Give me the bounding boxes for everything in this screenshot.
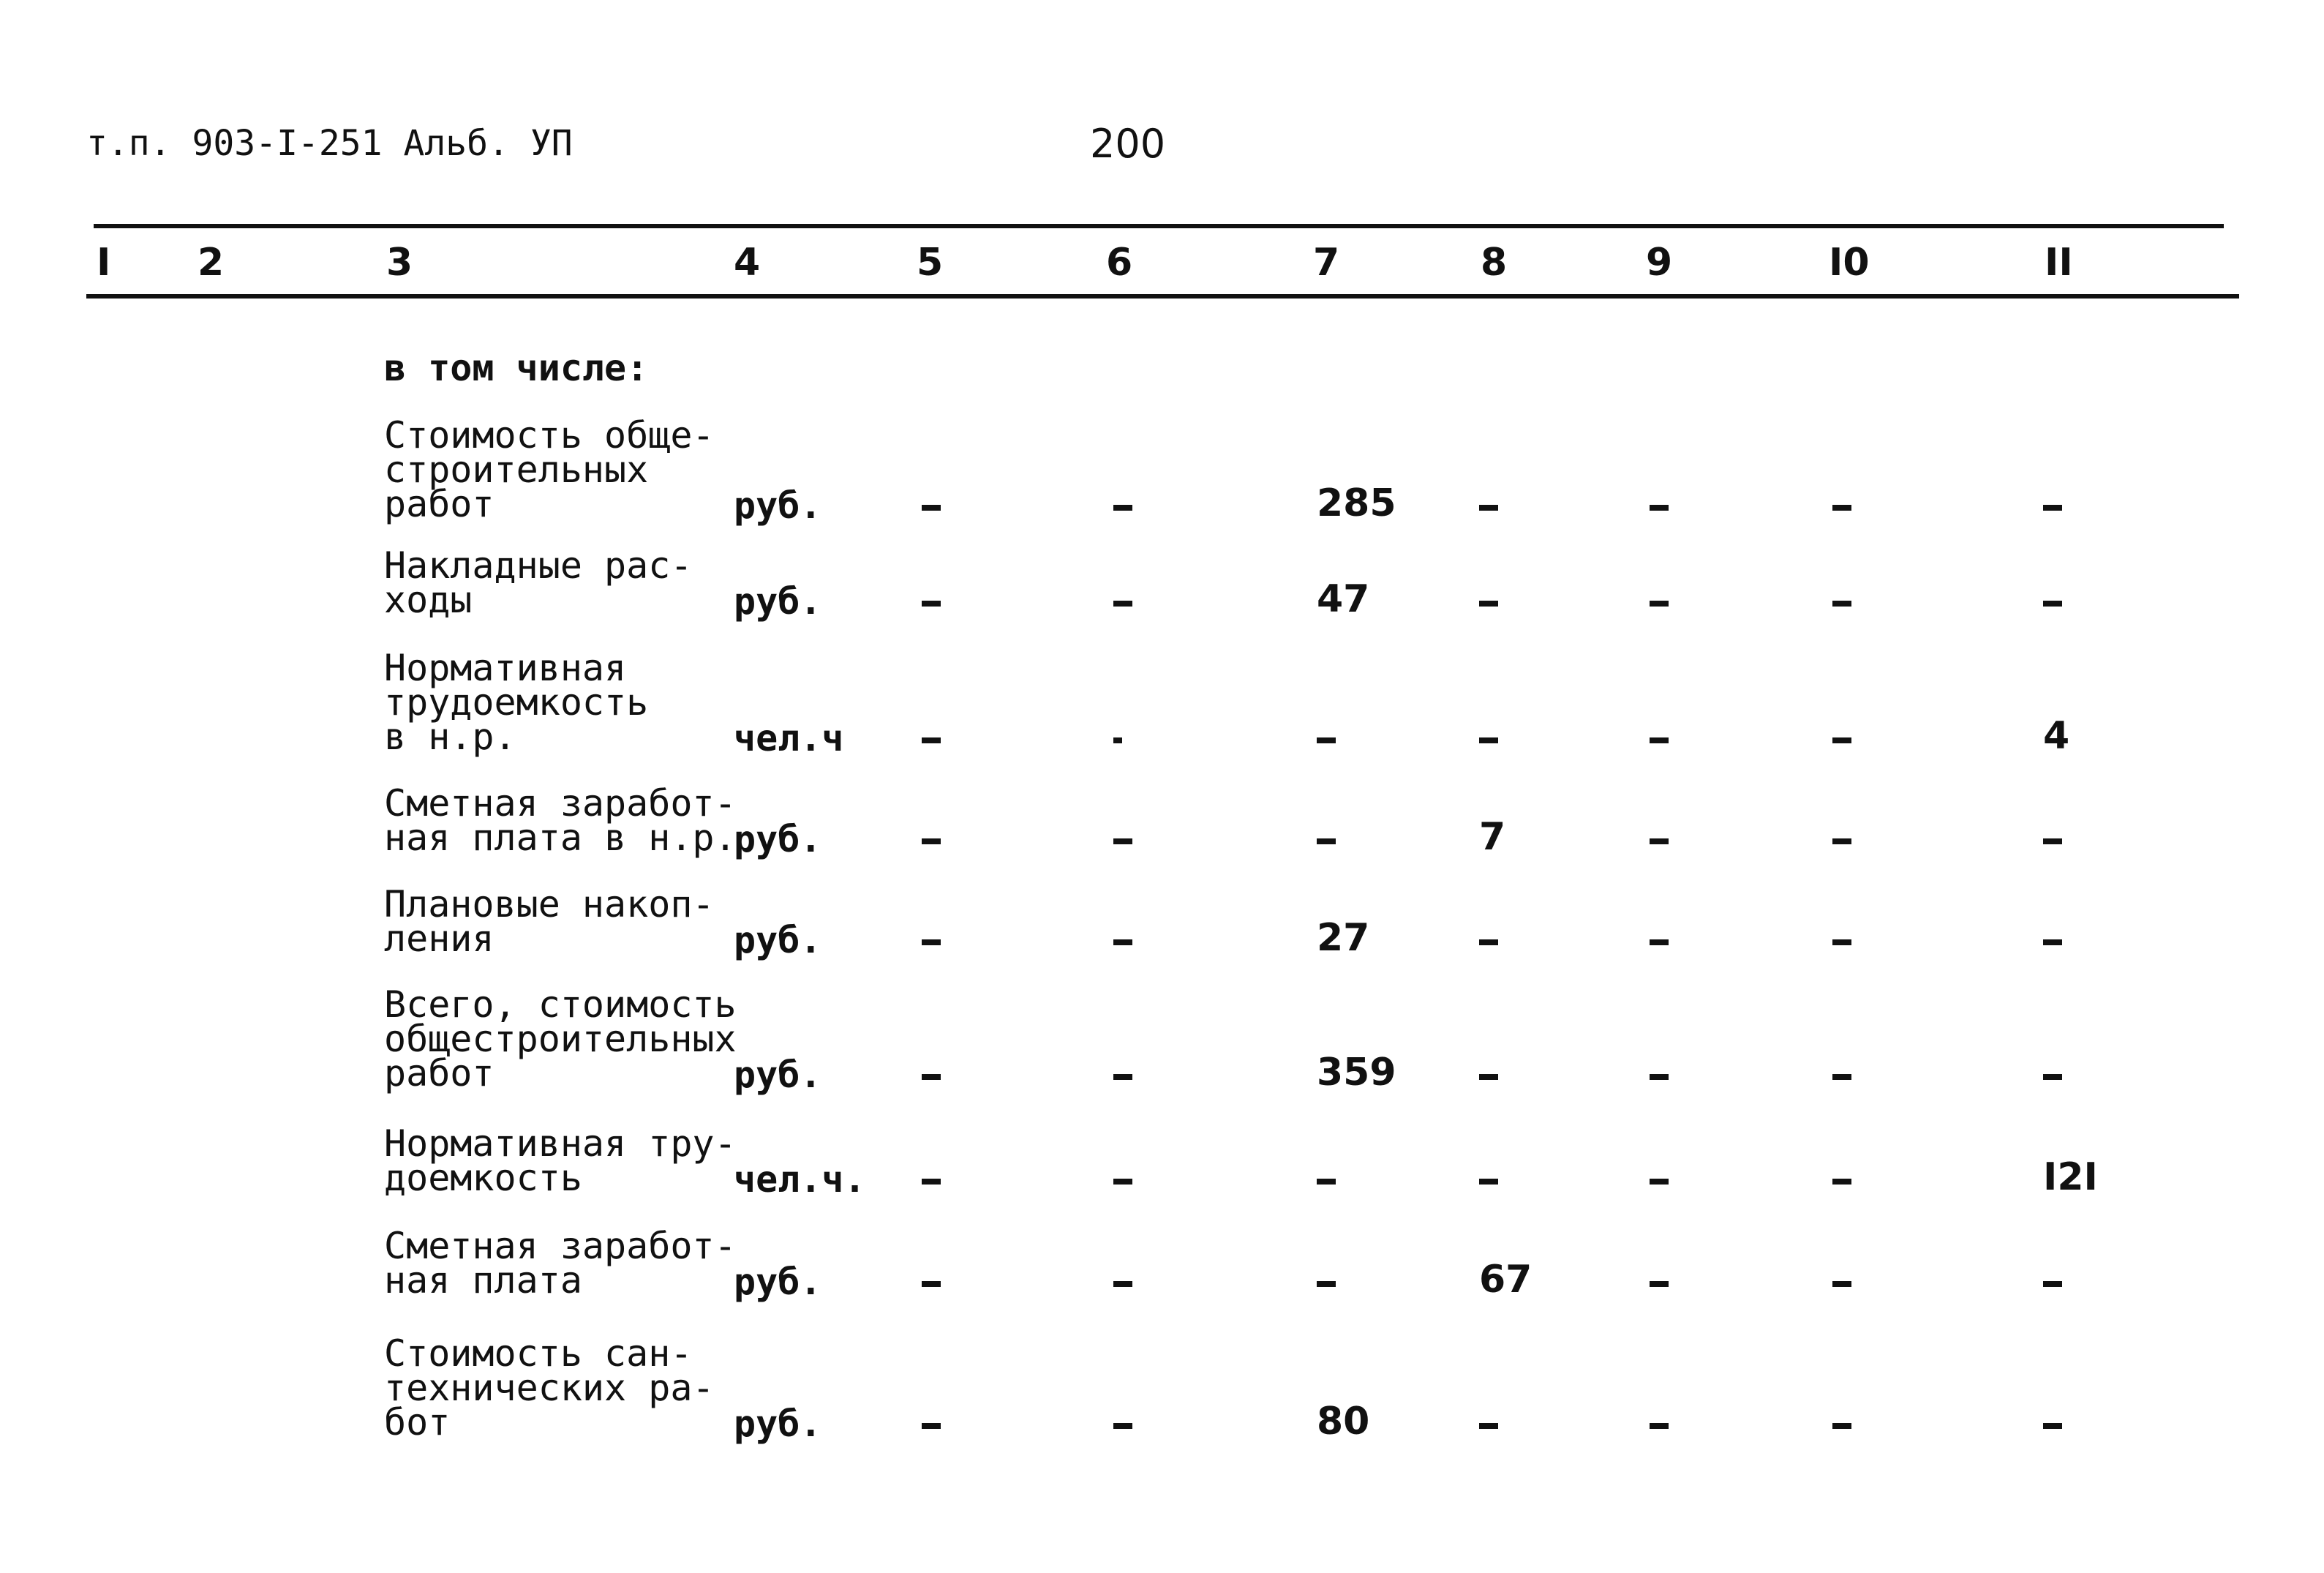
empty-dash — [1650, 505, 1669, 511]
empty-dash — [1479, 1423, 1498, 1429]
row-unit: руб. — [734, 1261, 822, 1303]
column-number: I0 — [1829, 241, 1870, 285]
row-unit: руб. — [734, 1403, 822, 1445]
row-unit: руб. — [734, 484, 822, 527]
empty-dash — [1650, 1423, 1669, 1429]
column-number: 6 — [1106, 241, 1133, 285]
row-description: Нормативная тру- доемкость — [384, 1122, 737, 1199]
empty-dash — [2043, 1074, 2062, 1080]
empty-dash — [1650, 737, 1669, 743]
cell-value: 7 — [1479, 815, 1506, 859]
empty-dash — [922, 505, 941, 511]
empty-dash — [922, 1179, 941, 1185]
row-unit: руб. — [734, 1054, 822, 1096]
empty-dash — [1479, 505, 1498, 511]
empty-dash — [1113, 1179, 1132, 1185]
empty-dash — [1832, 838, 1851, 844]
empty-dash — [1650, 601, 1669, 607]
empty-dash — [922, 1423, 941, 1429]
empty-dash — [1113, 737, 1122, 743]
empty-dash — [1317, 1281, 1336, 1287]
empty-dash — [1317, 737, 1336, 743]
row-unit: руб. — [734, 580, 822, 623]
row-description: Нормативная трудоемкость в н.р. — [384, 647, 649, 758]
empty-dash — [2043, 505, 2062, 511]
row-description: Стоимость сан- технических ра- бот — [384, 1332, 715, 1444]
empty-dash — [2043, 838, 2062, 844]
empty-dash — [922, 1074, 941, 1080]
cell-value: 80 — [1317, 1400, 1370, 1444]
cell-value: 359 — [1317, 1051, 1396, 1095]
column-number: II — [2045, 241, 2073, 285]
empty-dash — [1317, 838, 1336, 844]
cell-value: 47 — [1317, 577, 1370, 621]
empty-dash — [1650, 1281, 1669, 1287]
empty-dash — [1479, 737, 1498, 743]
row-description: Накладные рас- ходы — [384, 544, 693, 621]
empty-dash — [1479, 1074, 1498, 1080]
row-unit: руб. — [734, 818, 822, 860]
cell-value: 67 — [1479, 1258, 1533, 1302]
empty-dash — [922, 601, 941, 607]
empty-dash — [1113, 1281, 1132, 1287]
empty-dash — [922, 1281, 941, 1287]
row-description: Стоимость обще- строительных работ — [384, 414, 715, 525]
row-unit: чел.ч. — [734, 1158, 866, 1201]
empty-dash — [922, 838, 941, 844]
empty-dash — [2043, 601, 2062, 607]
empty-dash — [2043, 1281, 2062, 1287]
column-number: I — [97, 241, 111, 285]
empty-dash — [1113, 505, 1132, 511]
document-reference: т.п. 903-I-251 Альб. УП — [86, 123, 573, 164]
empty-dash — [1832, 1074, 1851, 1080]
column-number: 4 — [734, 241, 761, 285]
row-description: Всего, стоимость общестроительных работ — [384, 983, 737, 1095]
cell-value: 4 — [2043, 714, 2070, 758]
column-number: 8 — [1481, 241, 1508, 285]
row-description: Сметная заработ- ная плата — [384, 1225, 737, 1302]
empty-dash — [1832, 737, 1851, 743]
empty-dash — [1479, 939, 1498, 945]
empty-dash — [1113, 1423, 1132, 1429]
column-number: 7 — [1313, 241, 1340, 285]
empty-dash — [922, 939, 941, 945]
cell-value: I2I — [2043, 1155, 2098, 1199]
empty-dash — [1479, 601, 1498, 607]
page-number: 200 — [1090, 121, 1166, 167]
empty-dash — [1832, 1423, 1851, 1429]
column-number: 3 — [386, 241, 413, 285]
cell-value: 285 — [1317, 481, 1396, 525]
section-label: в том числе: — [384, 347, 649, 389]
empty-dash — [1832, 939, 1851, 945]
column-number: 2 — [198, 241, 225, 285]
empty-dash — [1650, 1074, 1669, 1080]
empty-dash — [1832, 505, 1851, 511]
empty-dash — [1650, 939, 1669, 945]
empty-dash — [1317, 1179, 1336, 1185]
empty-dash — [1832, 601, 1851, 607]
empty-dash — [1832, 1281, 1851, 1287]
empty-dash — [1113, 838, 1132, 844]
empty-dash — [2043, 939, 2062, 945]
empty-dash — [1113, 601, 1132, 607]
empty-dash — [1113, 1074, 1132, 1080]
empty-dash — [1479, 1179, 1498, 1185]
empty-dash — [922, 737, 941, 743]
empty-dash — [1113, 939, 1132, 945]
empty-dash — [1650, 838, 1669, 844]
empty-dash — [1832, 1179, 1851, 1185]
empty-dash — [2043, 1423, 2062, 1429]
row-unit: чел.ч — [734, 717, 844, 759]
row-description: Плановые накоп- ления — [384, 883, 715, 960]
row-unit: руб. — [734, 919, 822, 961]
row-description: Сметная заработ- ная плата в н.р. — [384, 782, 737, 859]
column-number: 9 — [1646, 241, 1673, 285]
table-header-rule — [86, 294, 2239, 299]
cell-value: 27 — [1317, 916, 1370, 960]
table-top-rule — [94, 224, 2224, 228]
empty-dash — [1650, 1179, 1669, 1185]
column-number: 5 — [917, 241, 944, 285]
